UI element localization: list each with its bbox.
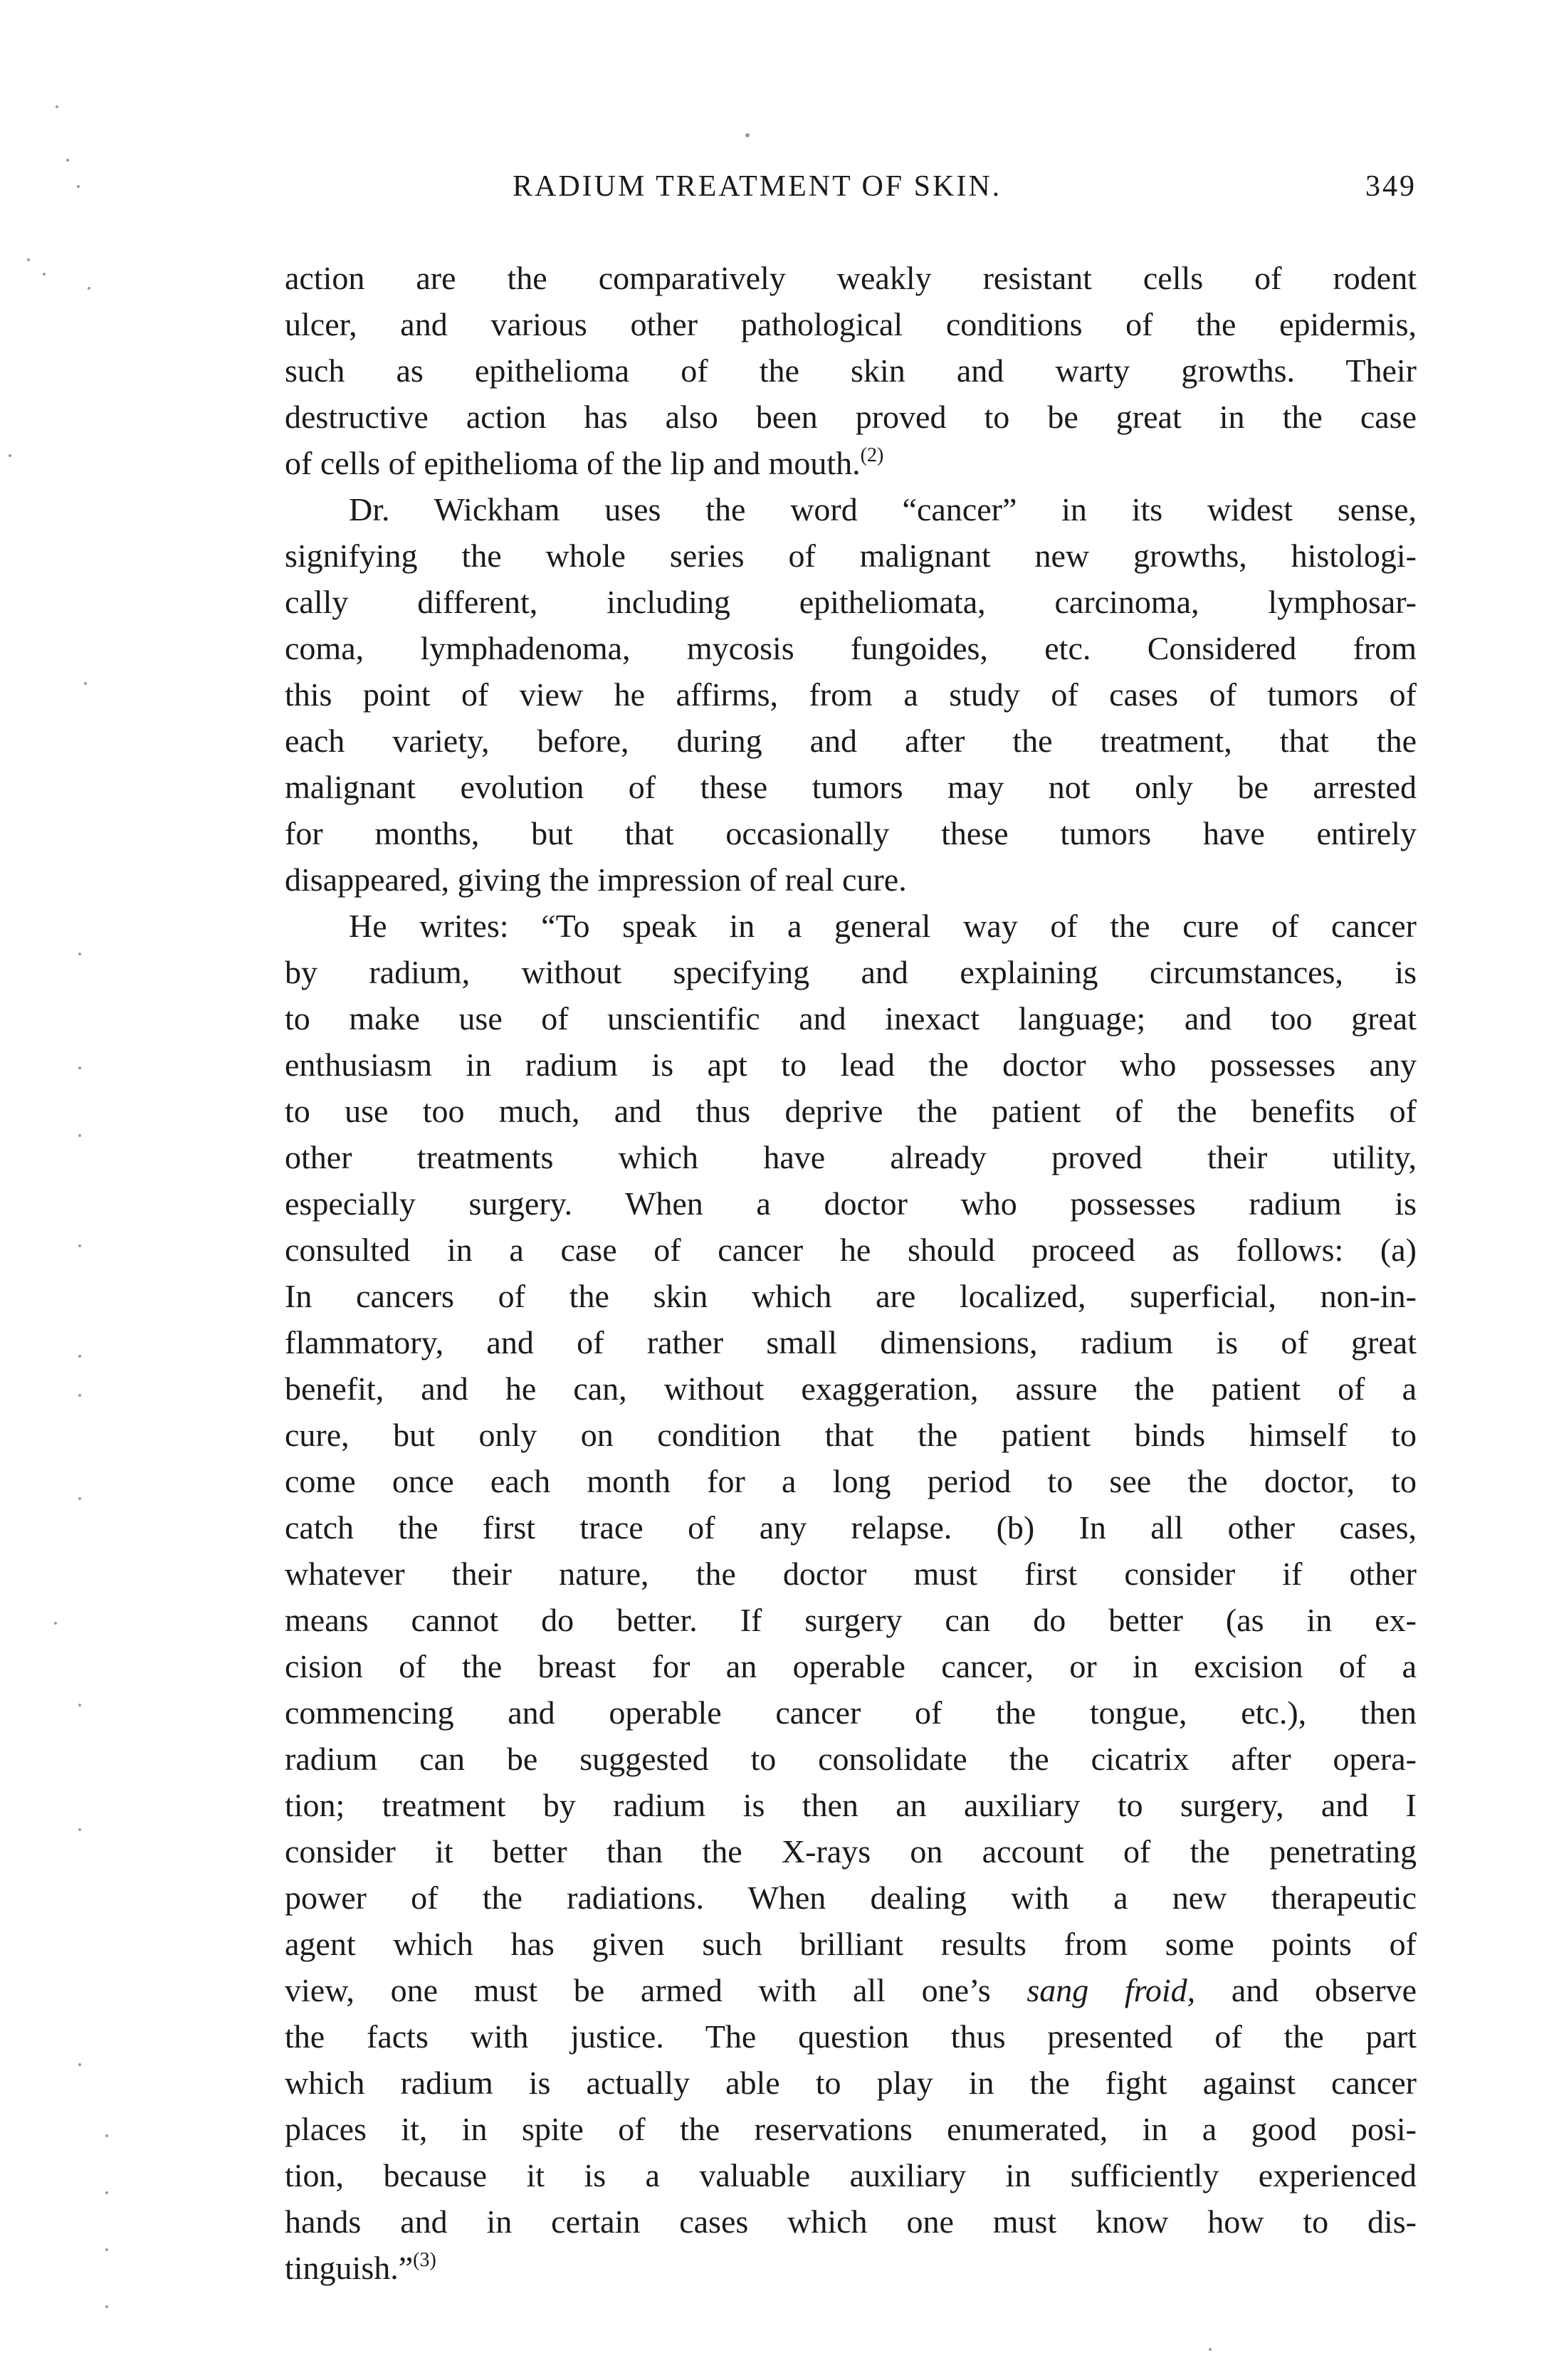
running-head-title: RADIUM TREATMENT OF SKIN.	[513, 170, 1002, 203]
text-line-with-italic	[285, 1967, 1417, 2013]
text-line: each variety, before, during and after the treatment, that the	[285, 723, 1417, 759]
text-line-last: disappeared, giving the impression of real cure.	[285, 861, 907, 898]
text-line: places it, in spite of the reservations enumerated, in a good posi-	[285, 2111, 1417, 2147]
text-line-last	[285, 440, 1417, 486]
text-line: for months, but that occasionally these tumors have entirely	[285, 815, 1417, 851]
paragraph-1	[285, 255, 1417, 486]
text-line: other treatments which have already proved their utility,	[285, 1139, 1417, 1175]
text-line: consider it better than the X-rays on account of the penetrating	[285, 1833, 1417, 1870]
text-line: coma, lymphadenoma, mycosis fungoides, etc. Considered from	[285, 630, 1417, 666]
text-line: radium can be suggested to consolidate the cicatrix after opera-	[285, 1741, 1417, 1777]
text-line: consulted in a case of cancer he should proceed as follows: (a)	[285, 1232, 1417, 1268]
text-line: by radium, without specifying and explaining circumstances, is	[285, 954, 1417, 990]
text-line: to make use of unscientific and inexact language; and too great	[285, 1000, 1417, 1037]
text-line: especially surgery. When a doctor who possesses radium is	[285, 1185, 1417, 1222]
text-line: ulcer, and various other pathological conditions of the epidermis,	[285, 306, 1417, 342]
text-line: catch the first trace of any relapse. (b) In all other cases,	[285, 1509, 1417, 1546]
text-line: flammatory, and of rather small dimensions, radium is of great	[285, 1324, 1417, 1361]
text-line-content: of cells of epithelioma of the lip and mouth.	[285, 445, 861, 481]
text-line: which radium is actually able to play in the fight against cancer	[285, 2065, 1417, 2101]
text-line-last	[285, 2245, 1417, 2291]
text-line: cally different, including epitheliomata, carcinoma, lymphosar-	[285, 584, 1417, 620]
page-number: 349	[1365, 170, 1417, 203]
text-line: enthusiasm in radium is apt to lead the doctor who possesses any	[285, 1047, 1417, 1083]
text-line: come once each month for a long period to see the doctor, to	[285, 1463, 1417, 1499]
text-line: malignant evolution of these tumors may not only be arrested	[285, 769, 1417, 805]
text-line-content: tinguish.”	[285, 2250, 414, 2286]
text-line: signifying the whole series of malignant new growths, histologi-	[285, 538, 1417, 574]
text-line: such as epithelioma of the skin and warty growths. Their	[285, 352, 1417, 389]
text-line: whatever their nature, the doctor must first consider if other	[285, 1556, 1417, 1592]
text-line: commencing and operable cancer of the tongue, etc.), then	[285, 1694, 1417, 1731]
text-line: power of the radiations. When dealing with a new therapeutic	[285, 1880, 1417, 1916]
text-line: tion, because it is a valuable auxiliary in sufficiently experienced	[285, 2157, 1417, 2193]
text-line: destructive action has also been proved to be great in the case	[285, 399, 1417, 435]
text-line: hands and in certain cases which one must know how to dis-	[285, 2203, 1417, 2240]
text-line: means cannot do better. If surgery can do better (as in ex-	[285, 1602, 1417, 1638]
text-line-first: He writes: “To speak in a general way of the cure of cancer	[349, 908, 1417, 944]
footnote-ref: (3)	[413, 2249, 436, 2271]
footnote-ref: (2)	[860, 444, 884, 466]
body-text	[285, 255, 1417, 2291]
text-line: this point of view he affirms, from a study of cases of tumors of	[285, 676, 1417, 713]
paragraph-3	[285, 903, 1417, 2291]
running-head	[285, 169, 1417, 212]
text-line-content: view, one must be armed with all one’s	[285, 1972, 1027, 2008]
text-line-first: Dr. Wickham uses the word “cancer” in its widest sense,	[349, 491, 1417, 528]
text-line: the facts with justice. The question thus presented of the part	[285, 2018, 1417, 2055]
text-line: action are the comparatively weakly resistant cells of rodent	[285, 260, 1417, 296]
text-line: cure, but only on condition that the patient binds himself to	[285, 1417, 1417, 1453]
text-line: benefit, and he can, without exaggeration, assure the patient of a	[285, 1370, 1417, 1407]
text-line: agent which has given such brilliant results from some points of	[285, 1926, 1417, 1962]
text-line: cision of the breast for an operable cancer, or in excision of a	[285, 1648, 1417, 1684]
paragraph-2	[285, 486, 1417, 903]
text-line: tion; treatment by radium is then an auxiliary to surgery, and I	[285, 1787, 1417, 1823]
text-line: In cancers of the skin which are localized, superficial, non-in-	[285, 1278, 1417, 1314]
text-line-content: and observe	[1195, 1972, 1417, 2008]
italic-phrase: sang froid,	[1026, 1972, 1196, 2008]
text-line: to use too much, and thus deprive the patient of the benefits of	[285, 1093, 1417, 1129]
